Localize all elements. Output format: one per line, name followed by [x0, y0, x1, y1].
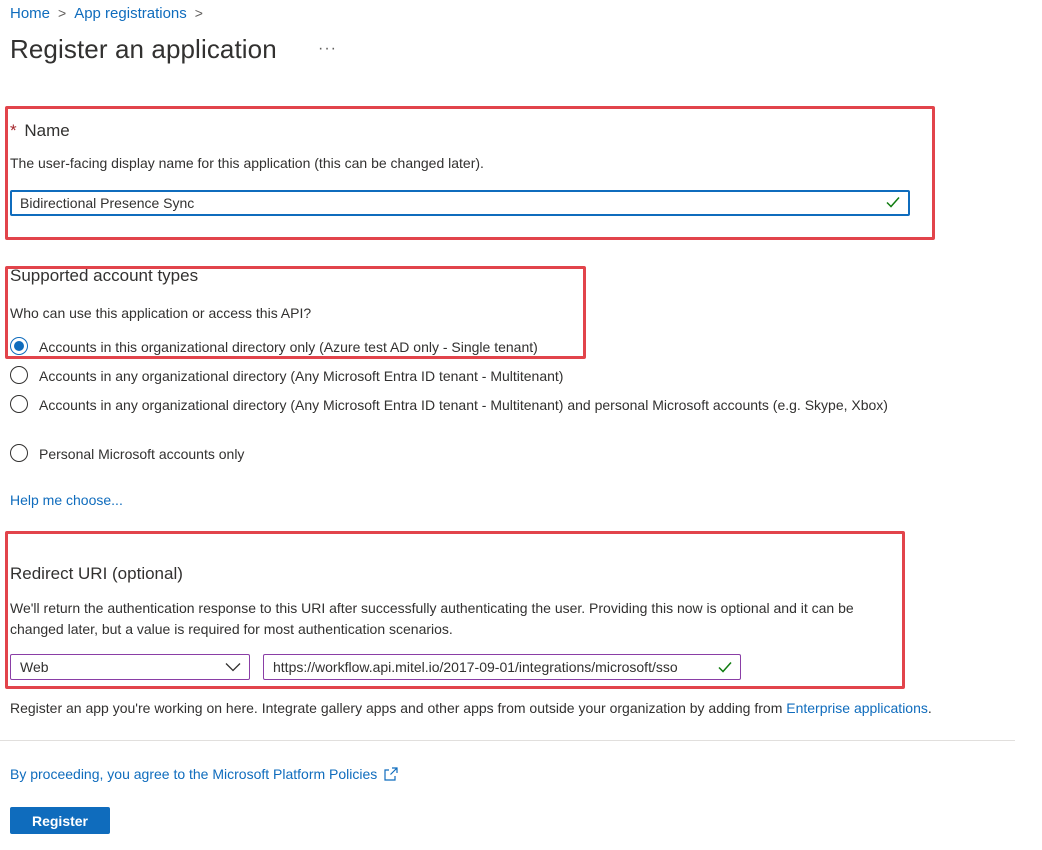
redirect-uri-value: https://workflow.api.mitel.io/2017-09-01/integrations/microsoft/sso [273, 659, 678, 675]
platform-select-value: Web [20, 659, 49, 675]
platform-select[interactable] [10, 654, 250, 680]
name-description: The user-facing display name for this application (this can be changed later). [10, 155, 484, 171]
account-types-question: Who can use this application or access this API? [10, 305, 312, 321]
chevron-right-icon: > [194, 5, 203, 21]
redirect-uri-description: We'll return the authentication response to this URI after successfully authenticating the user. Providing this now is optional and it can be changed later, but a value is required for most authentication scenarios. [10, 600, 854, 637]
breadcrumb-app-registrations-link[interactable]: App registrations [74, 4, 187, 22]
page-title: Register an application [10, 34, 277, 64]
check-icon [884, 193, 902, 211]
divider [0, 740, 1015, 741]
account-type-option-label: Personal Microsoft accounts only [39, 446, 245, 462]
account-type-option-label: Accounts in any organizational directory (Any Microsoft Entra ID tenant - Multitenant) and personal Microsoft accounts (e.g. Skype, Xbox) [39, 397, 888, 413]
account-types-heading: Supported account types [10, 266, 199, 285]
platform-policies [10, 766, 399, 782]
account-type-option-multitenant[interactable] [10, 366, 890, 386]
radio-unselected-icon[interactable] [10, 444, 28, 462]
footer-note-text: Register an app you're working on here. Integrate gallery apps and other apps from outside your organization by adding from [10, 700, 783, 716]
help-me-choose-link[interactable]: Help me choose... [10, 492, 123, 508]
chevron-down-icon [225, 662, 241, 672]
account-type-option-multitenant-personal[interactable] [10, 395, 890, 415]
name-label [10, 121, 70, 141]
footer-note [10, 700, 1030, 716]
required-marker: * [10, 121, 17, 140]
redirect-uri-input[interactable] [263, 654, 741, 680]
breadcrumb [10, 4, 211, 22]
chevron-right-icon: > [58, 5, 67, 21]
redirect-uri-heading: Redirect URI (optional) [10, 564, 183, 583]
register-button[interactable]: Register [10, 807, 110, 834]
footer-note-end: . [927, 700, 932, 716]
account-type-option-personal[interactable] [10, 444, 890, 464]
check-icon [716, 658, 734, 676]
name-label-text: Name [24, 121, 70, 140]
radio-unselected-icon[interactable] [10, 366, 28, 384]
more-options-icon[interactable]: ··· [318, 40, 337, 57]
name-input-wrapper [10, 190, 910, 216]
name-input[interactable] [12, 192, 860, 214]
radio-unselected-icon[interactable] [10, 395, 28, 413]
radio-selected-icon[interactable] [10, 337, 28, 355]
name-section-highlight [5, 106, 935, 240]
enterprise-applications-link[interactable]: Enterprise applications [786, 700, 928, 716]
account-type-option-single-tenant[interactable] [10, 337, 890, 357]
account-type-option-label: Accounts in any organizational directory (Any Microsoft Entra ID tenant - Multitenant) [39, 368, 564, 384]
platform-policies-link[interactable]: By proceeding, you agree to the Microsoft Platform Policies [10, 766, 378, 782]
breadcrumb-home-link[interactable]: Home [10, 4, 51, 22]
external-link-icon[interactable] [383, 766, 399, 782]
account-type-option-label: Accounts in this organizational directory only (Azure test AD only - Single tenant) [39, 339, 538, 355]
